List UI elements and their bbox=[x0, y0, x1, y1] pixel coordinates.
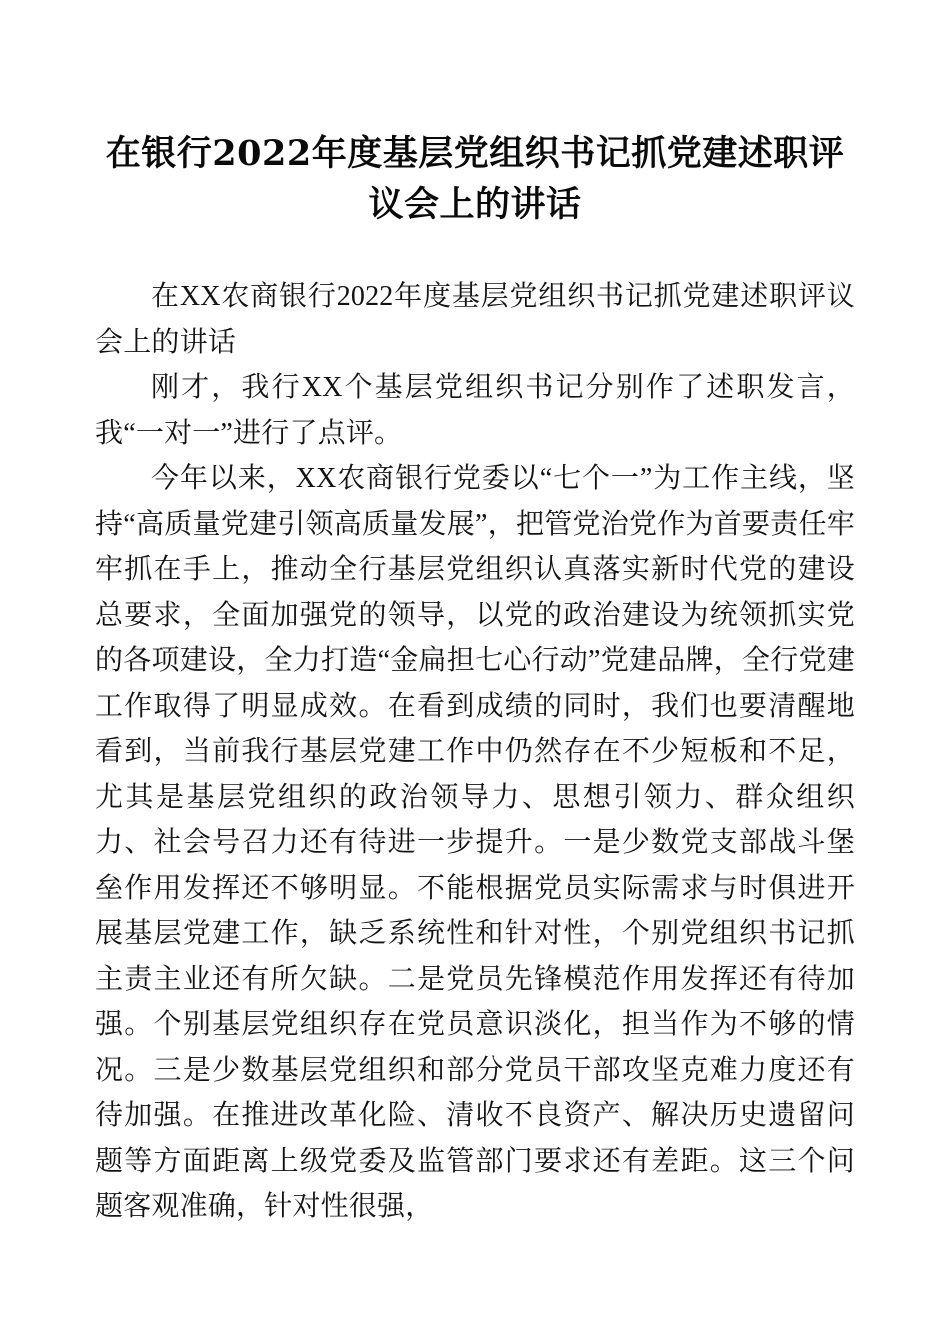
paragraph: 在XX农商银行2022年度基层党组织书记抓党建述职评议会上的讲话 bbox=[95, 281, 855, 358]
page-title: 在银行2022年度基层党组织书记抓党建述职评议会上的讲话 bbox=[105, 133, 845, 225]
document-body bbox=[95, 274, 855, 1230]
paragraph: 今年以来，XX农商银行党委以“七个一”为工作主线，坚持“高质量党建引领高质量发展”，把管党治党作为首要责任牢牢抓在手上，推动全行基层党组织认真落实新时代党的建设总要求，全面加强党的领导，以党的政治建设为统领抓实党的各项建设，全力打造“金扁担七心行动”党建品牌，全行党建工作取得了明显成效。在看到成绩的同时，我们也要清醒地看到，当前我行基层党建工作中仍然存在不少短板和不足，尤其是基层党组织的政治领导力、思想引领力、群众组织力、社会号召力还有待进一步提升。一是少数党支部战斗堡垒作用发挥还不够明显。不能根据党员实际需求与时俱进开展基层党建工作，缺乏系统性和针对性，个别党组织书记抓主责主业还有所欠缺。二是党员先锋模范作用发挥还有待加强。个别基层党组织存在党员意识淡化，担当作为不够的情况。三是少数基层党组织和部分党员干部攻坚克难力度还有待加强。在推进改革化险、清收不良资产、解决历史遗留问题等方面距离上级党委及监管部门要求还有差距。这三个问题客观准确，针对性很强， bbox=[95, 463, 855, 1222]
paragraph: 刚才，我行XX个基层党组织书记分别作了述职发言，我“一对一”进行了点评。 bbox=[95, 372, 855, 449]
